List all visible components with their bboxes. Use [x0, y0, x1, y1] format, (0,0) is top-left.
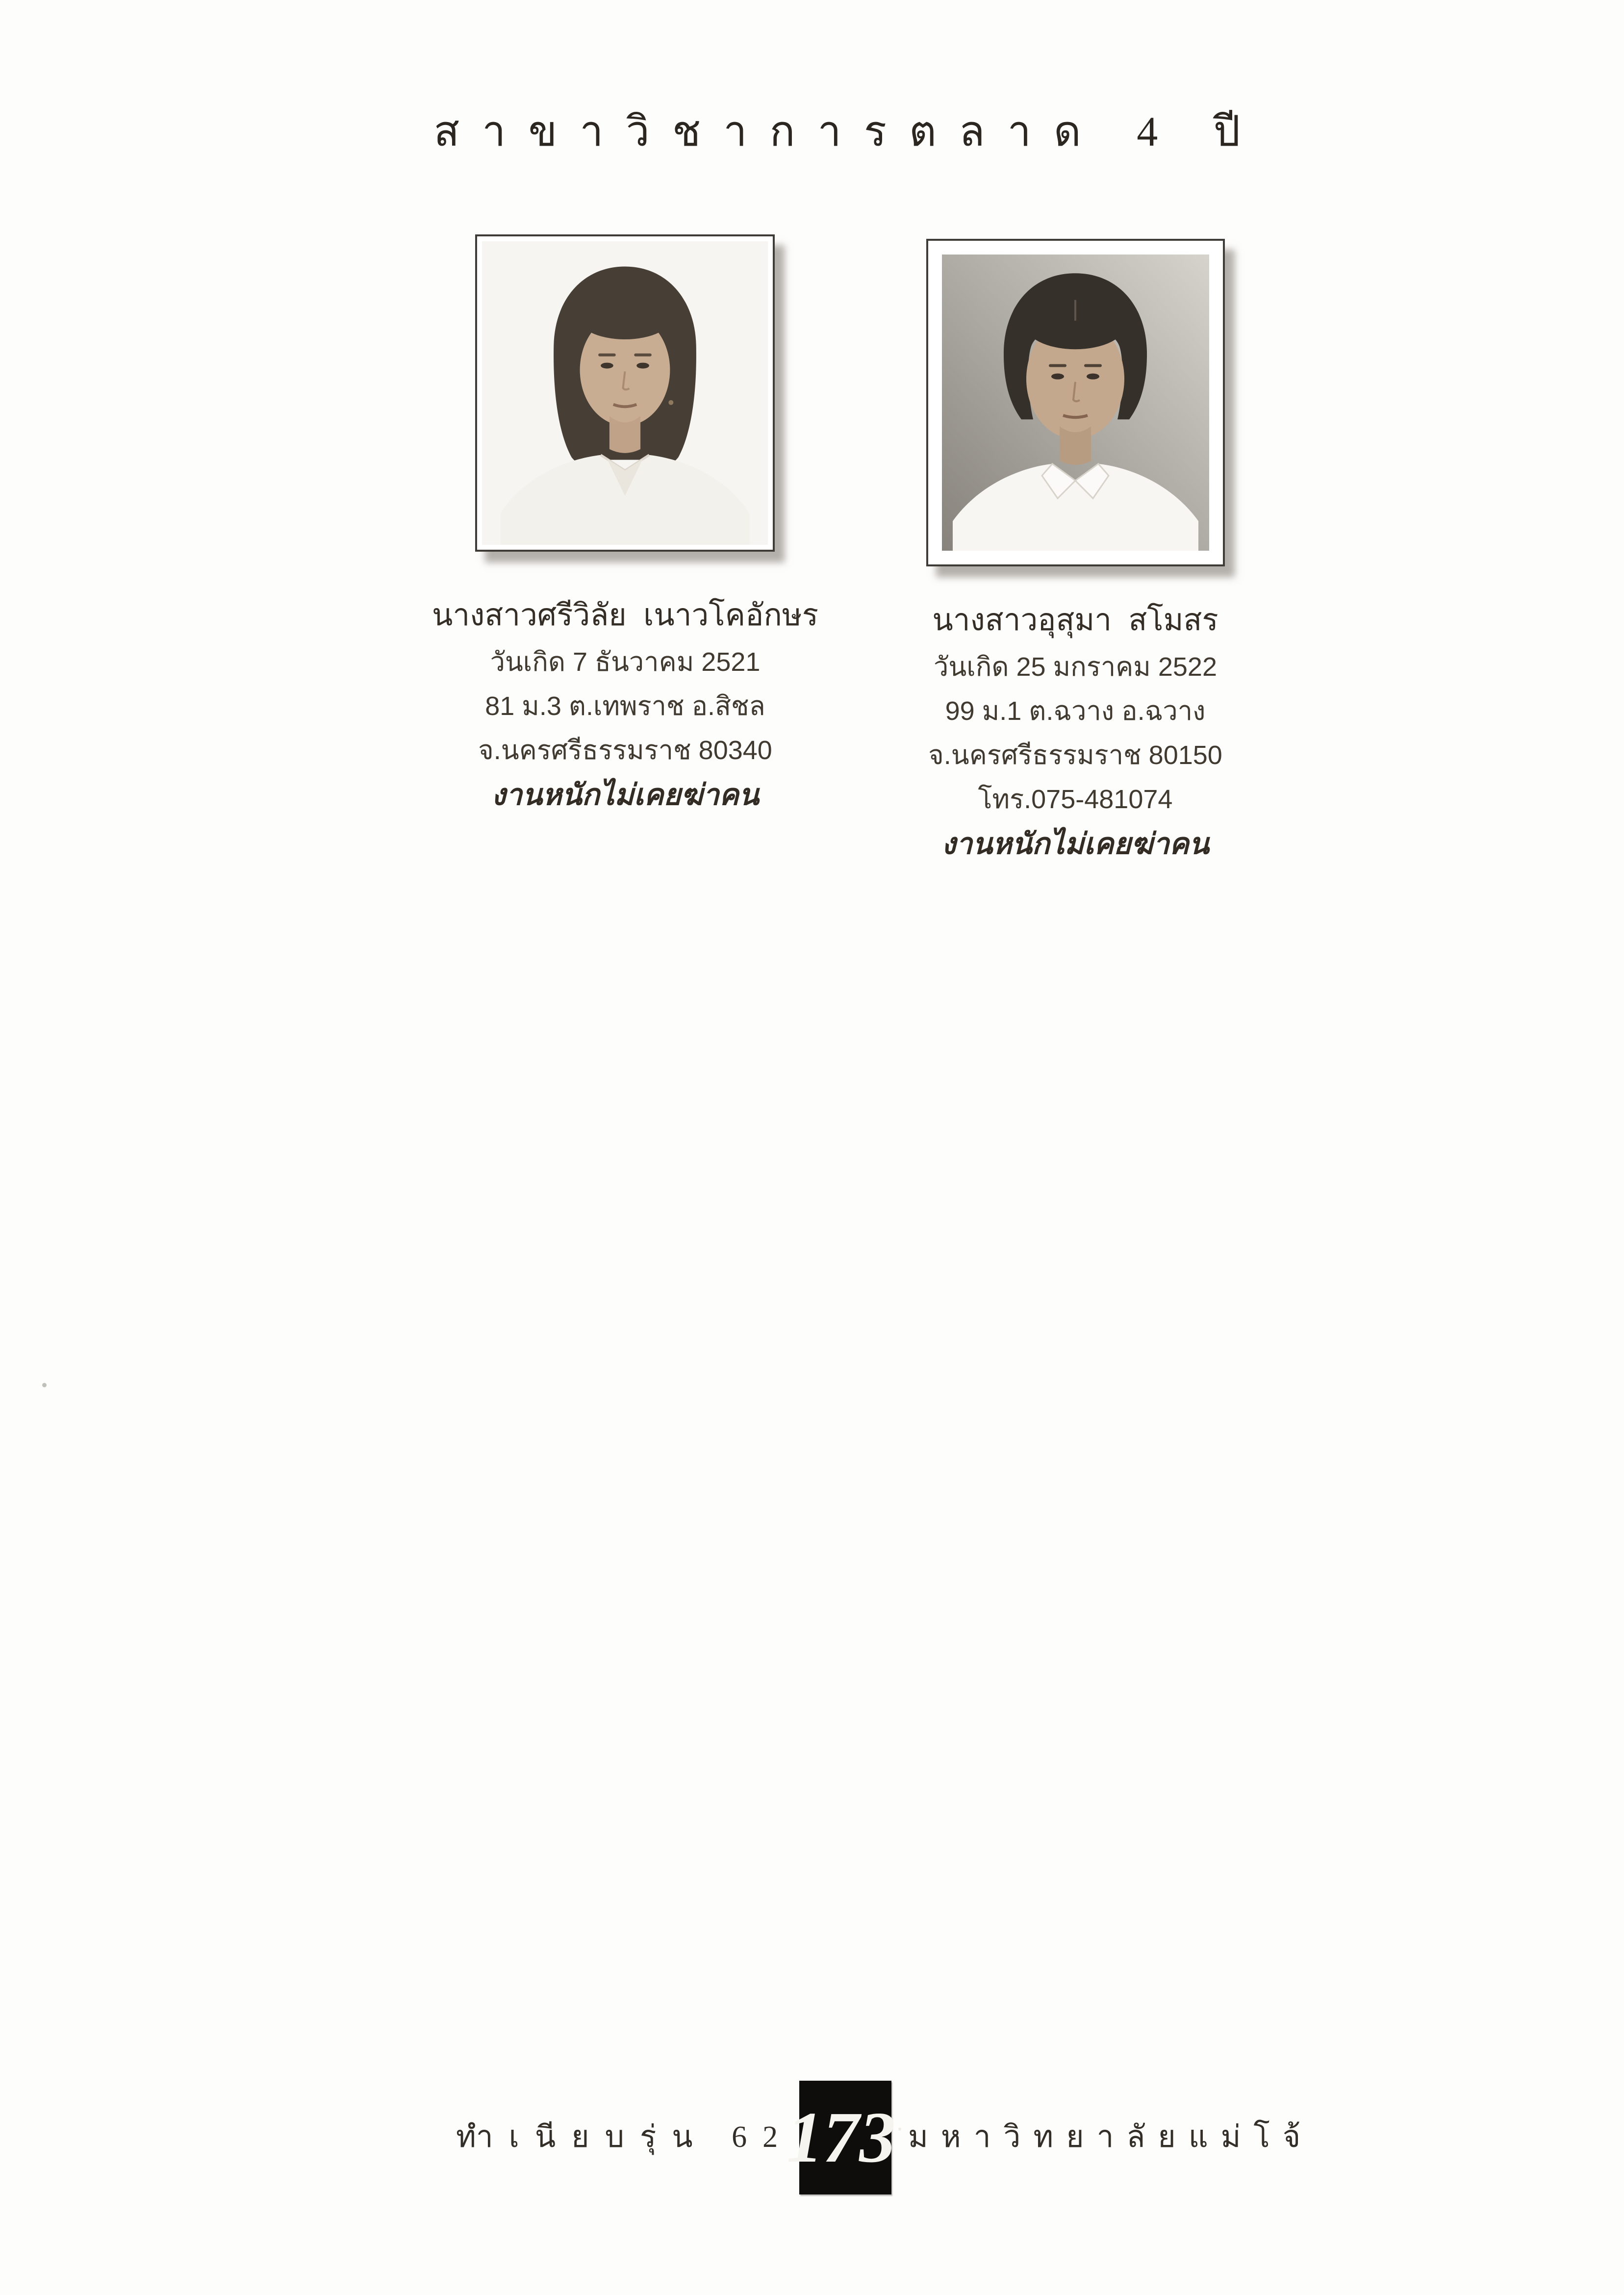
student-birthdate: วันเกิด 7 ธันวาคม 2521: [490, 647, 761, 677]
student-portrait-frame-left: [475, 234, 775, 552]
student-portrait-photo-left: [482, 241, 768, 545]
scan-artifact-dot: [42, 1383, 47, 1387]
student-name: นางสาวอุสุมา สโมสร: [932, 603, 1218, 637]
student-motto: งานหนักไม่เคยฆ่าคน: [941, 827, 1209, 861]
student-address-line2: จ.นครศรีธรรมราช 80150: [928, 740, 1222, 770]
page-number: 173: [787, 2097, 896, 2178]
student-birthdate: วันเกิด 25 มกราคม 2522: [934, 652, 1217, 682]
student-address-line1: 99 ม.1 ต.ฉวาง อ.ฉวาง: [945, 696, 1206, 726]
student-address-line1: 81 ม.3 ต.เทพราช อ.สิชล: [485, 691, 765, 721]
footer-university-label: มหาวิทยาลัยแม่โจ้: [908, 2120, 1314, 2154]
student-portrait-photo-right: [942, 255, 1209, 551]
student-card-right: [855, 596, 1296, 867]
student-motto: งานหนักไม่เคยฆ่าคน: [491, 778, 759, 812]
page-number-box: [787, 2081, 904, 2194]
student-portrait-frame-right: [926, 239, 1225, 566]
student-card-left: [405, 591, 846, 817]
page-number-dot: ·: [895, 2114, 904, 2142]
footer-edition-label: ทำเนียบรุ่น 62: [456, 2120, 794, 2154]
student-phone: โทร.075-481074: [978, 785, 1173, 814]
student-name: นางสาวศรีวิลัย เนาวโคอักษร: [431, 598, 819, 632]
student-address-line2: จ.นครศรีธรรมราช 80340: [478, 736, 772, 765]
page-title: สาขาวิชาการตลาด 4 ปี: [433, 108, 1263, 155]
